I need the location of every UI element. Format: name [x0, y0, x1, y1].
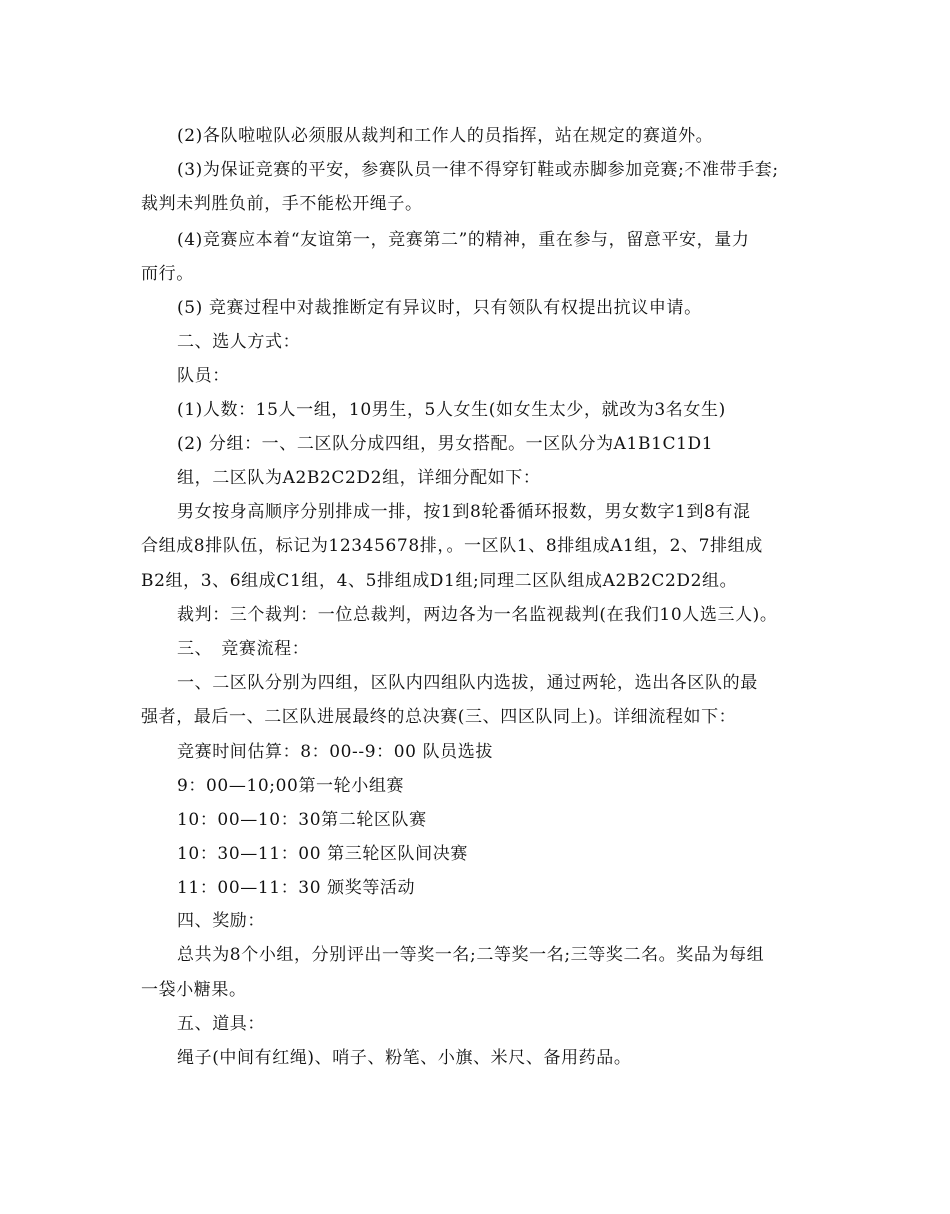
paragraph-line: 绳子(中间有红绳)、哨子、粉笔、小旗、米尺、备用药品。	[177, 1048, 632, 1068]
paragraph-line: (3)为保证竞赛的平安，参赛队员一律不得穿钉鞋或赤脚参加竞赛;不准带手套;	[177, 160, 779, 180]
paragraph-line: (5) 竞赛过程中对裁推断定有异议时，只有领队有权提出抗议申请。	[177, 298, 702, 318]
schedule-line: 10：30—11：00 第三轮区队间决赛	[177, 844, 468, 864]
schedule-line: 11：00—11：30 颁奖等活动	[177, 878, 416, 898]
schedule-line: 9：00—10;00第一轮小组赛	[177, 776, 405, 796]
paragraph-line: B2组，3、6组成C1组，4、5排组成D1组;同理二区队组成A2B2C2D2组。	[141, 571, 738, 591]
paragraph-line: 合组成8排队伍，标记为12345678排，。一区队1、8排组成A1组，2、7排组成	[141, 536, 763, 556]
schedule-line: 10：00—10：30第二轮区队赛	[177, 810, 427, 830]
paragraph-line: 组，二区队为A2B2C2D2组，详细分配如下：	[177, 468, 541, 488]
paragraph-line: (1)人数：15人一组，10男生，5人女生(如女生太少，就改为3名女生)	[177, 400, 726, 420]
paragraph-line: 而行。	[141, 264, 194, 284]
section-heading: 四、奖励：	[177, 911, 265, 931]
paragraph-line: 裁判：三个裁判：一位总裁判，两边各为一名监视裁判(在我们10人选三人)。	[177, 605, 778, 625]
paragraph-line: (2) 分组：一、二区队分成四组，男女搭配。一区队分为A1B1C1D1	[177, 434, 714, 454]
paragraph-line: 一袋小糖果。	[141, 980, 247, 1000]
paragraph-line: 一、二区队分别为四组，区队内四组队内选拔，通过两轮，选出各区队的最	[177, 673, 758, 693]
section-heading: 五、道具：	[177, 1014, 265, 1034]
paragraph-line: (2)各队啦啦队必须服从裁判和工作人的员指挥，站在规定的赛道外。	[177, 126, 714, 146]
paragraph-line: 总共为8个小组，分别评出一等奖一名;二等奖一名;三等奖二名。奖品为每组	[177, 945, 765, 965]
paragraph-line: 队员：	[177, 366, 230, 386]
paragraph-line: (4)竞赛应本着“友谊第一，竞赛第二”的精神，重在参与，留意平安，量力	[177, 230, 750, 250]
section-heading: 三、 竞赛流程：	[177, 639, 310, 659]
paragraph-line: 男女按身高顺序分别排成一排，按1到8轮番循环报数，男女数字1到8有混	[177, 502, 751, 522]
paragraph-line: 强者，最后一、二区队进展最终的总决赛(三、四区队同上)。详细流程如下：	[141, 707, 737, 727]
section-heading: 二、选人方式：	[177, 332, 301, 352]
paragraph-line: 裁判未判胜负前，手不能松开绳子。	[141, 194, 423, 214]
schedule-line: 竞赛时间估算：8：00--9：00 队员选拔	[177, 742, 493, 762]
